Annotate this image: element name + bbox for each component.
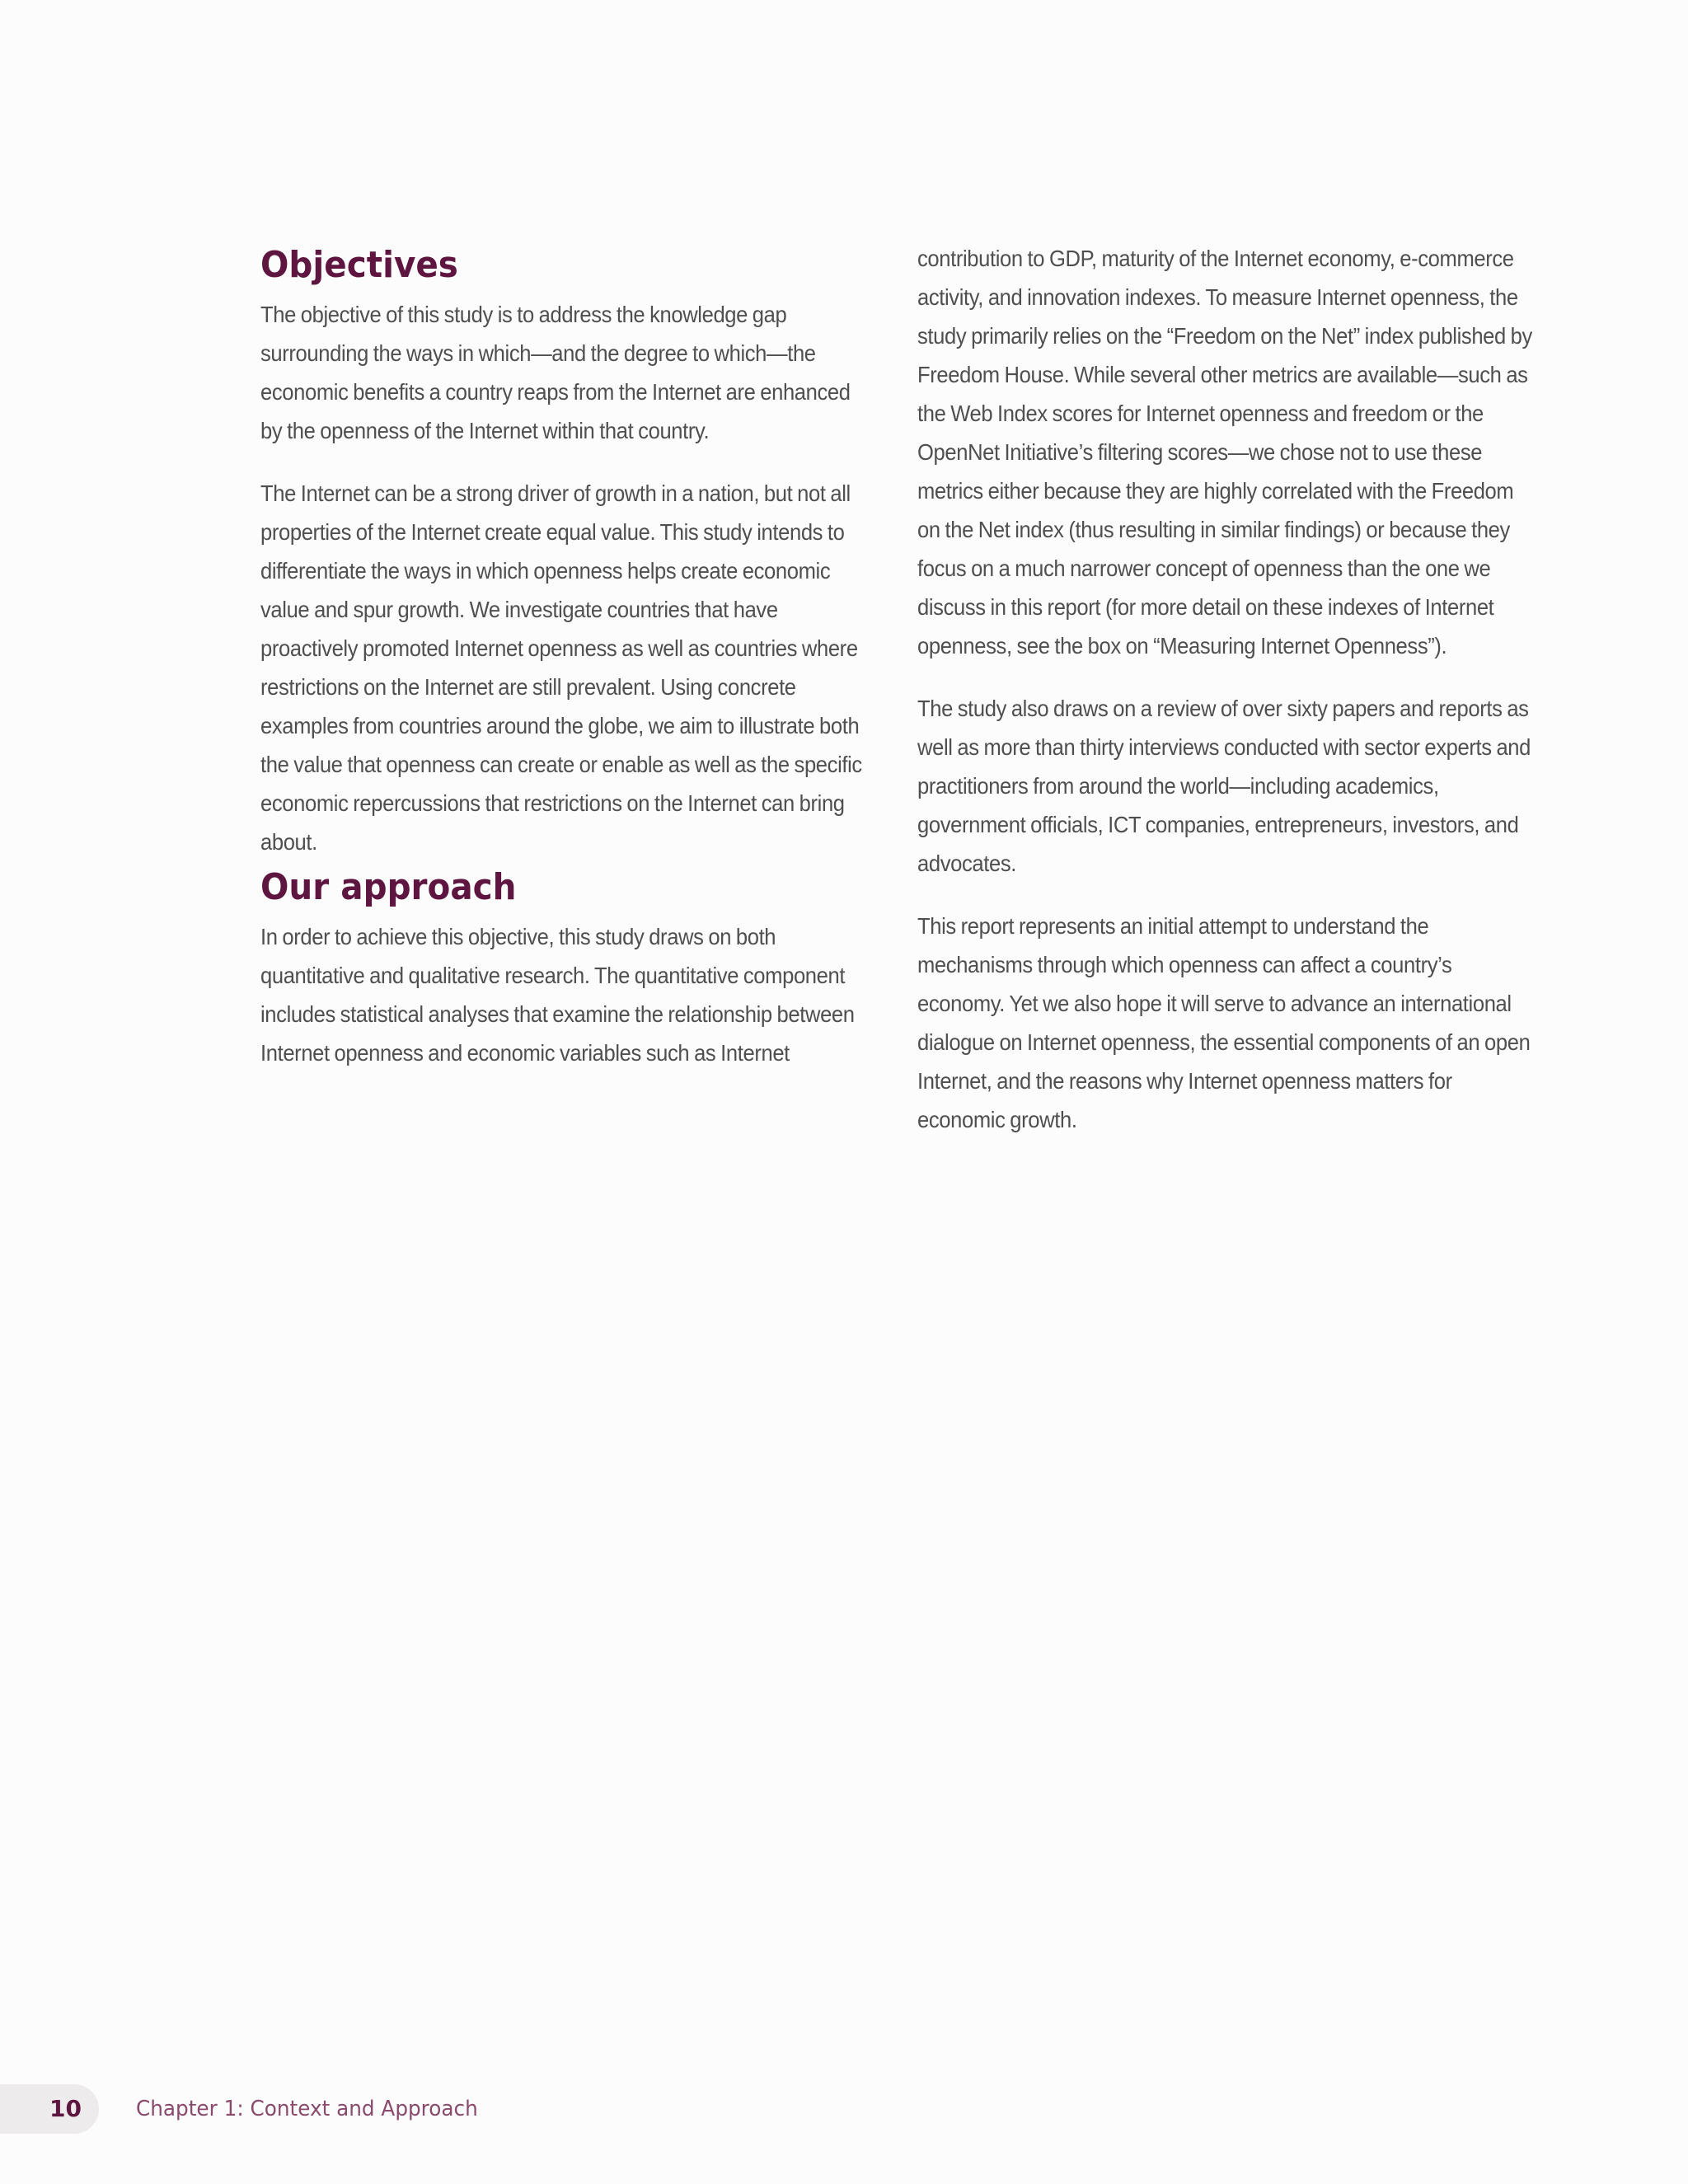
- page-number: 10: [49, 2095, 82, 2122]
- right-column: [917, 239, 1531, 1139]
- approach-paragraph-continued: contribution to GDP, maturity of the Internet economy, e-commerce activity, and innovation indexes. To measure Internet openness, the study primarily relies on the “Freedom on the Net” index published by Freedom House. While several other metrics are available—such as the Web Index scores for Internet openness and freedom or the OpenNet Initiative’s filtering scores—we chose not to use these metrics either because they are highly correlated with the Freedom on the Net index (thus resulting in similar findings) or because they focus on a much narrower concept of openness than the one we discuss in this report (for more detail on these indexes of Internet openness, see the box on “Measuring Internet Openness”).: [917, 246, 1532, 658]
- approach-heading: Our approach: [260, 866, 517, 908]
- approach-paragraph-2: The study also draws on a review of over sixty papers and reports as well as more than thirty interviews conducted with sector experts and practitioners from around the world—including academics, government officials, ICT companies, entrepreneurs, investors, and advocates.: [917, 696, 1531, 876]
- objectives-paragraph-2: The Internet can be a strong driver of growth in a nation, but not all properties of the Internet create equal value. This study intends to differentiate the ways in which openness helps create economic value and spur growth. We investigate countries that have proactively promoted Internet openness as well as countries where restrictions on the Internet are still prevalent. Using concrete examples from countries around the globe, we aim to illustrate both the value that openness can create or enable as well as the specific economic repercussions that restrictions on the Internet can bring about.: [260, 480, 862, 855]
- approach-paragraph-1: In order to achieve this objective, this study draws on both quantitative and qualitative research. The quantitative component includes statistical analyses that examine the relationship between Internet openness and economic variables such as Internet: [260, 924, 855, 1066]
- objectives-paragraph-1: The objective of this study is to address the knowledge gap surrounding the ways in which—and the degree to which—the economic benefits a country reaps from the Internet are enhanced by the openness of the Internet within that country.: [260, 302, 851, 443]
- left-column: [260, 239, 870, 1072]
- objectives-heading: Objectives: [260, 244, 458, 286]
- approach-paragraph-3: This report represents an initial attempt to understand the mechanisms through which openness can affect a country’s economy. Yet we also hope it will serve to advance an international dialogue on Internet openness, the essential components of an open Internet, and the reasons why Internet openness matters for economic growth.: [917, 913, 1531, 1132]
- page-footer: [0, 2084, 1688, 2134]
- chapter-title: Chapter 1: Context and Approach: [136, 2097, 478, 2121]
